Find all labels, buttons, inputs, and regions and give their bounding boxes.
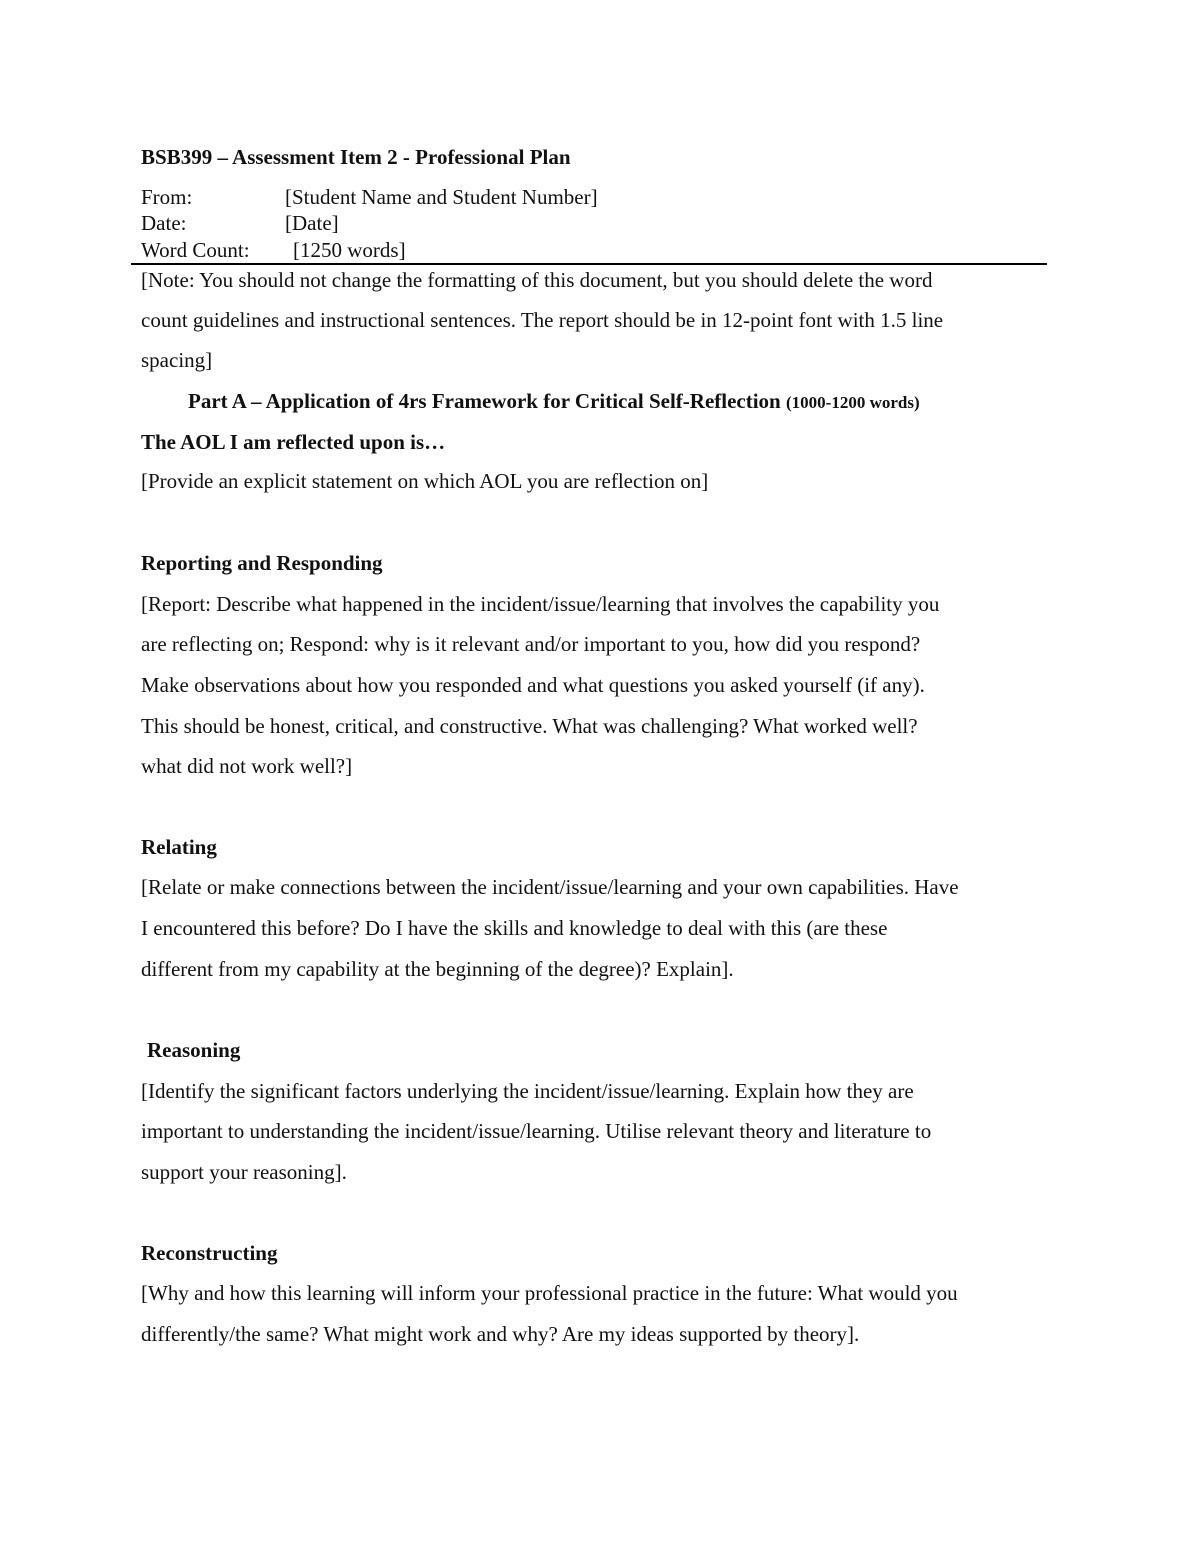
- reconstructing-line: [Why and how this learning will inform your professional practice in the future: What would you: [141, 1281, 958, 1305]
- relating-heading: Relating: [141, 835, 217, 859]
- wordcount-value: [1250 words]: [293, 238, 406, 262]
- reporting-line: are reflecting on; Respond: why is it relevant and/or important to you, how did you respond?: [141, 632, 921, 656]
- relating-line: [Relate or make connections between the incident/issue/learning and your own capabilities. Have: [141, 875, 959, 899]
- part-a-heading-text: Part A – Application of 4rs Framework for Critical Self-Reflection: [188, 389, 781, 413]
- wordcount-label: Word Count:: [141, 238, 250, 262]
- reporting-line: [Report: Describe what happened in the incident/issue/learning that involves the capability you: [141, 592, 940, 616]
- reporting-line: Make observations about how you responded and what questions you asked yourself (if any).: [141, 673, 925, 697]
- header-divider: [131, 263, 1047, 265]
- part-a-word-range: (1000-1200 words): [786, 393, 920, 412]
- reasoning-line: support your reasoning].: [141, 1160, 347, 1184]
- date-label: Date:: [141, 211, 187, 235]
- part-a-heading: [188, 391, 920, 412]
- relating-line: I encountered this before? Do I have the skills and knowledge to deal with this (are these: [141, 916, 888, 940]
- reasoning-heading: Reasoning: [147, 1038, 241, 1062]
- note-line: [Note: You should not change the formatting of this document, but you should delete the word: [141, 268, 933, 292]
- reporting-line: This should be honest, critical, and constructive. What was challenging? What worked well?: [141, 714, 918, 738]
- reasoning-line: important to understanding the incident/issue/learning. Utilise relevant theory and literature to: [141, 1119, 932, 1143]
- reporting-heading: Reporting and Responding: [141, 551, 383, 575]
- from-value: [Student Name and Student Number]: [285, 185, 598, 209]
- aol-heading: The AOL I am reflected upon is…: [141, 430, 446, 454]
- date-value: [Date]: [285, 211, 339, 235]
- relating-line: different from my capability at the beginning of the degree)? Explain].: [141, 957, 734, 981]
- reporting-line: what did not work well?]: [141, 754, 353, 778]
- from-label: From:: [141, 185, 193, 209]
- reasoning-line: [Identify the significant factors underlying the incident/issue/learning. Explain how they are: [141, 1079, 914, 1103]
- note-line: count guidelines and instructional sentences. The report should be in 12-point font with 1.5 line: [141, 308, 944, 332]
- document-title: BSB399 – Assessment Item 2 - Professional Plan: [141, 145, 571, 169]
- aol-instruction: [Provide an explicit statement on which AOL you are reflection on]: [141, 469, 709, 493]
- reconstructing-heading: Reconstructing: [141, 1241, 278, 1265]
- reconstructing-line: differently/the same? What might work and why? Are my ideas supported by theory].: [141, 1322, 860, 1346]
- note-line: spacing]: [141, 348, 213, 372]
